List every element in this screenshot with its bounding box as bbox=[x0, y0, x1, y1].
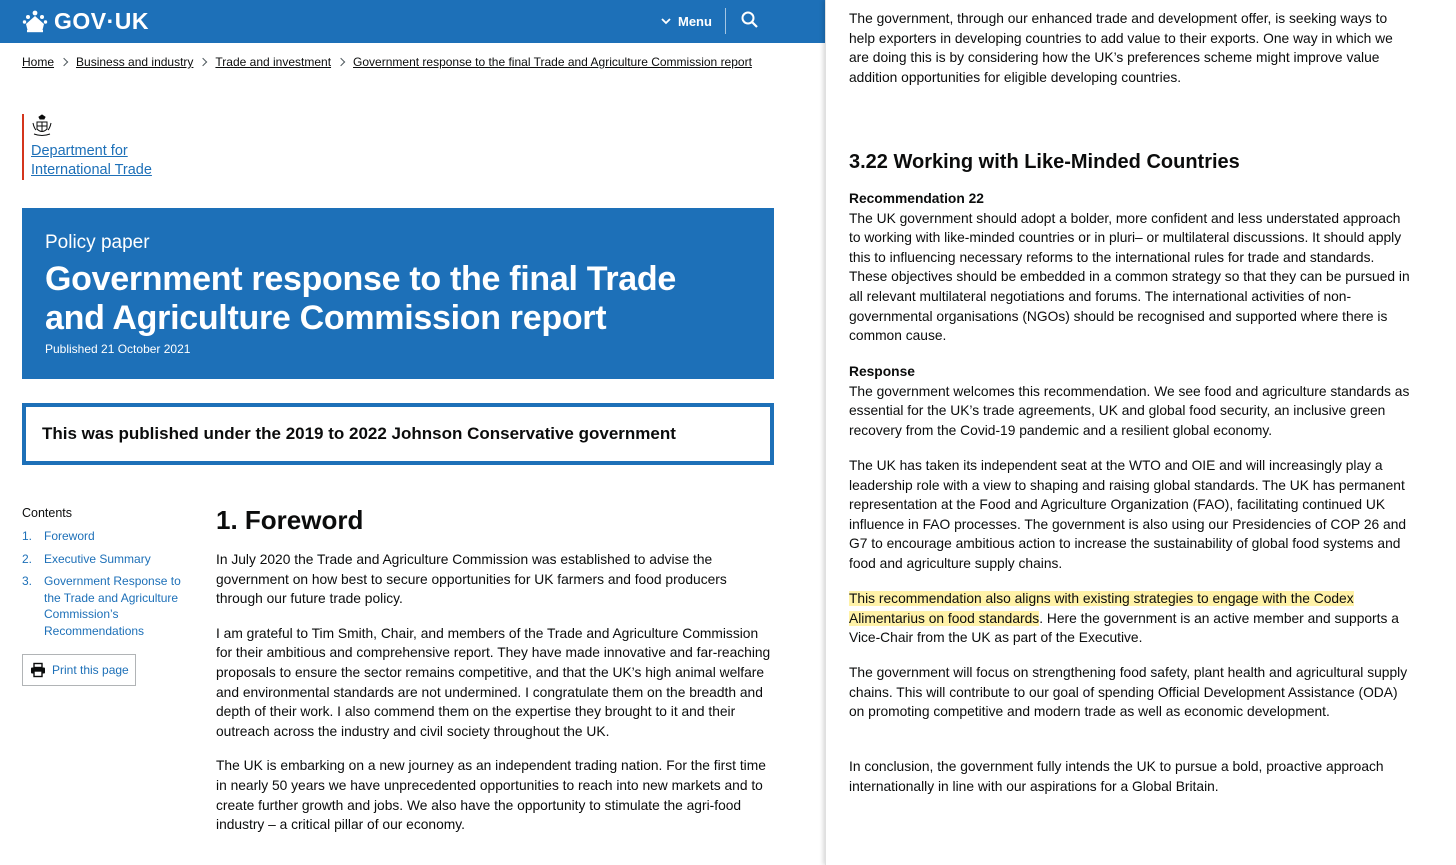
crown-icon bbox=[22, 9, 48, 33]
print-page-label: Print this page bbox=[52, 663, 129, 677]
header-divider bbox=[725, 8, 726, 34]
printer-icon bbox=[30, 662, 46, 678]
logo-text: GOV·UK bbox=[54, 7, 149, 34]
main-content bbox=[216, 504, 776, 850]
paragraph: The UK is embarking on a new journey as an independent trading nation. For the first time in nearly 50 years we have unprecedented opportunities to reach into new markets and to create further growth and jobs. We also have the opportunity to stimulate the agri-food industry – a critical pillar of our economy. bbox=[216, 758, 766, 833]
contents-list bbox=[22, 506, 192, 645]
paragraph: In July 2020 the Trade and Agriculture Commission was established to advise the government on how best to secure opportunities for UK farmers and food producers through our future trade policy. bbox=[216, 552, 727, 607]
menu-label: Menu bbox=[678, 13, 712, 29]
response-paragraph-highlighted bbox=[849, 589, 1414, 648]
breadcrumb-separator-icon bbox=[337, 58, 345, 66]
contents-item-executive-summary[interactable] bbox=[22, 551, 192, 568]
organisation-link[interactable] bbox=[31, 142, 171, 180]
page-title-line1: Government response to the final Trade bbox=[45, 260, 676, 298]
royal-crest-icon bbox=[31, 114, 53, 140]
section-heading-foreword: 1. Foreword bbox=[216, 505, 364, 535]
recommendation-text: The UK government should adopt a bolder, more confident and less understated approach to working with like-minded countries or in pluri– or multilateral discussions. It should apply this to influencing necessary reforms to the international rules for trade and standards. These objectives should be embedded in a common strategy so that they can be pursued in all relevant multilateral negotiations and forums. The international activities of non-governmental organisations (NGOs) should be recognised and supported where there is common cause. bbox=[849, 210, 1410, 344]
breadcrumb-separator-icon bbox=[199, 58, 207, 66]
response-paragraph-rest: . Here the government is an active member and supports a Vice-Chair from the UK as part of the Executive. bbox=[849, 610, 1399, 646]
response-label: Response bbox=[849, 364, 915, 379]
recommendation-block bbox=[849, 189, 1414, 346]
conclusion-paragraph: In conclusion, the government fully intends the UK to pursue a bold, proactive approach internationally in line with our aspirations for a Global Britain. bbox=[849, 759, 1384, 794]
contents-item-government-response[interactable] bbox=[22, 573, 192, 639]
chevron-down-icon bbox=[660, 15, 672, 27]
govuk-logo-link[interactable] bbox=[22, 6, 149, 36]
contents-title: Contents bbox=[22, 506, 73, 520]
page-title-line2: and Agriculture Commission report bbox=[45, 299, 607, 337]
history-notice: This was published under the 2019 to 2022 Johnson Conservative government bbox=[22, 403, 774, 465]
print-page-button[interactable] bbox=[22, 654, 136, 686]
document-type: Policy paper bbox=[45, 232, 150, 253]
paragraph: I am grateful to Tim Smith, Chair, and members of the Trade and Agriculture Commission for their ambitious and comprehensive report. They have made innovative and far-reaching proposals to ensure the sector remains competitive, and that the UK’s high animal welfare and environmental standards are not undermined. I congratulate them on the breadth and depth of their work. I also commend them on the expertise they brought to it and their outreach across the industry and civil society throughout the UK. bbox=[216, 625, 771, 739]
recommendation-label: Recommendation 22 bbox=[849, 191, 984, 206]
published-date: Published 21 October 2021 bbox=[45, 342, 191, 356]
page-title bbox=[45, 260, 751, 338]
response-block bbox=[849, 362, 1414, 440]
response-paragraph: The UK has taken its independent seat at the WTO and OIE and will increasingly play a leadership role with a view to shaping and raising global standards. The UK has permanent representation at the Food and Agriculture Organization (FAO), facilitating continued UK influence in FAO processes. The government is also using our Presidencies of COP 26 and G7 to encourage ambitious action to increase the sustainability of global food systems and food and agriculture supply chains. bbox=[849, 458, 1407, 571]
breadcrumb bbox=[22, 55, 752, 69]
intro-paragraph: The government, through our enhanced trade and development offer, is seeking ways to help exporters in developing countries to add value to their exports. One way in which we are doing this is by considering how the UK’s preferences scheme might improve value addition opportunities for eligible developing countries. bbox=[849, 11, 1393, 85]
section-heading-working-with-like-minded-countries: 3.22 Working with Like-Minded Countries bbox=[849, 151, 1240, 173]
highlighted-text: This recommendation also aligns with existing strategies to engage with the Codex Alimentarius on food standards bbox=[849, 591, 1354, 626]
breadcrumb-separator-icon bbox=[60, 58, 68, 66]
breadcrumb-current-page[interactable]: Government response to the final Trade and Agriculture Commission report bbox=[353, 55, 752, 69]
contents-item-number: 1. bbox=[22, 529, 33, 543]
breadcrumb-home[interactable]: Home bbox=[22, 55, 55, 69]
contents-item-label: Government Response to the Trade and Agriculture Commission’s Recommendations bbox=[44, 574, 181, 638]
organisation-name-line2: International Trade bbox=[31, 162, 152, 178]
contents-item-number: 3. bbox=[22, 574, 33, 588]
contents-item-label: Executive Summary bbox=[44, 551, 151, 566]
breadcrumb-business-and-industry[interactable]: Business and industry bbox=[76, 55, 194, 69]
page-title-banner bbox=[22, 208, 774, 379]
breadcrumb-trade-and-investment[interactable]: Trade and investment bbox=[215, 55, 332, 69]
response-paragraph: The government welcomes this recommendation. We see food and agriculture standards as essential for the UK’s trade agreements, UK and global food security, an inclusive green recovery from the Covid-19 pandemic and a resilient global economy. bbox=[849, 383, 1410, 438]
response-paragraph: The government will focus on strengthening food safety, plant health and agricultural supply chains. This will contribute to our goal of spending Official Development Assistance (ODA) on promoting competitive and modern trade as well as economic development. bbox=[849, 665, 1408, 720]
organisation-logo bbox=[22, 114, 171, 180]
search-icon[interactable] bbox=[740, 10, 760, 30]
govuk-header bbox=[0, 0, 825, 43]
organisation-name-line1: Department for bbox=[31, 143, 128, 159]
contents-item-number: 2. bbox=[22, 551, 33, 566]
menu-button[interactable] bbox=[660, 11, 712, 31]
contents-item-foreword[interactable] bbox=[22, 528, 192, 545]
right-pane bbox=[825, 0, 1456, 865]
contents-item-label: Foreword bbox=[44, 529, 95, 543]
